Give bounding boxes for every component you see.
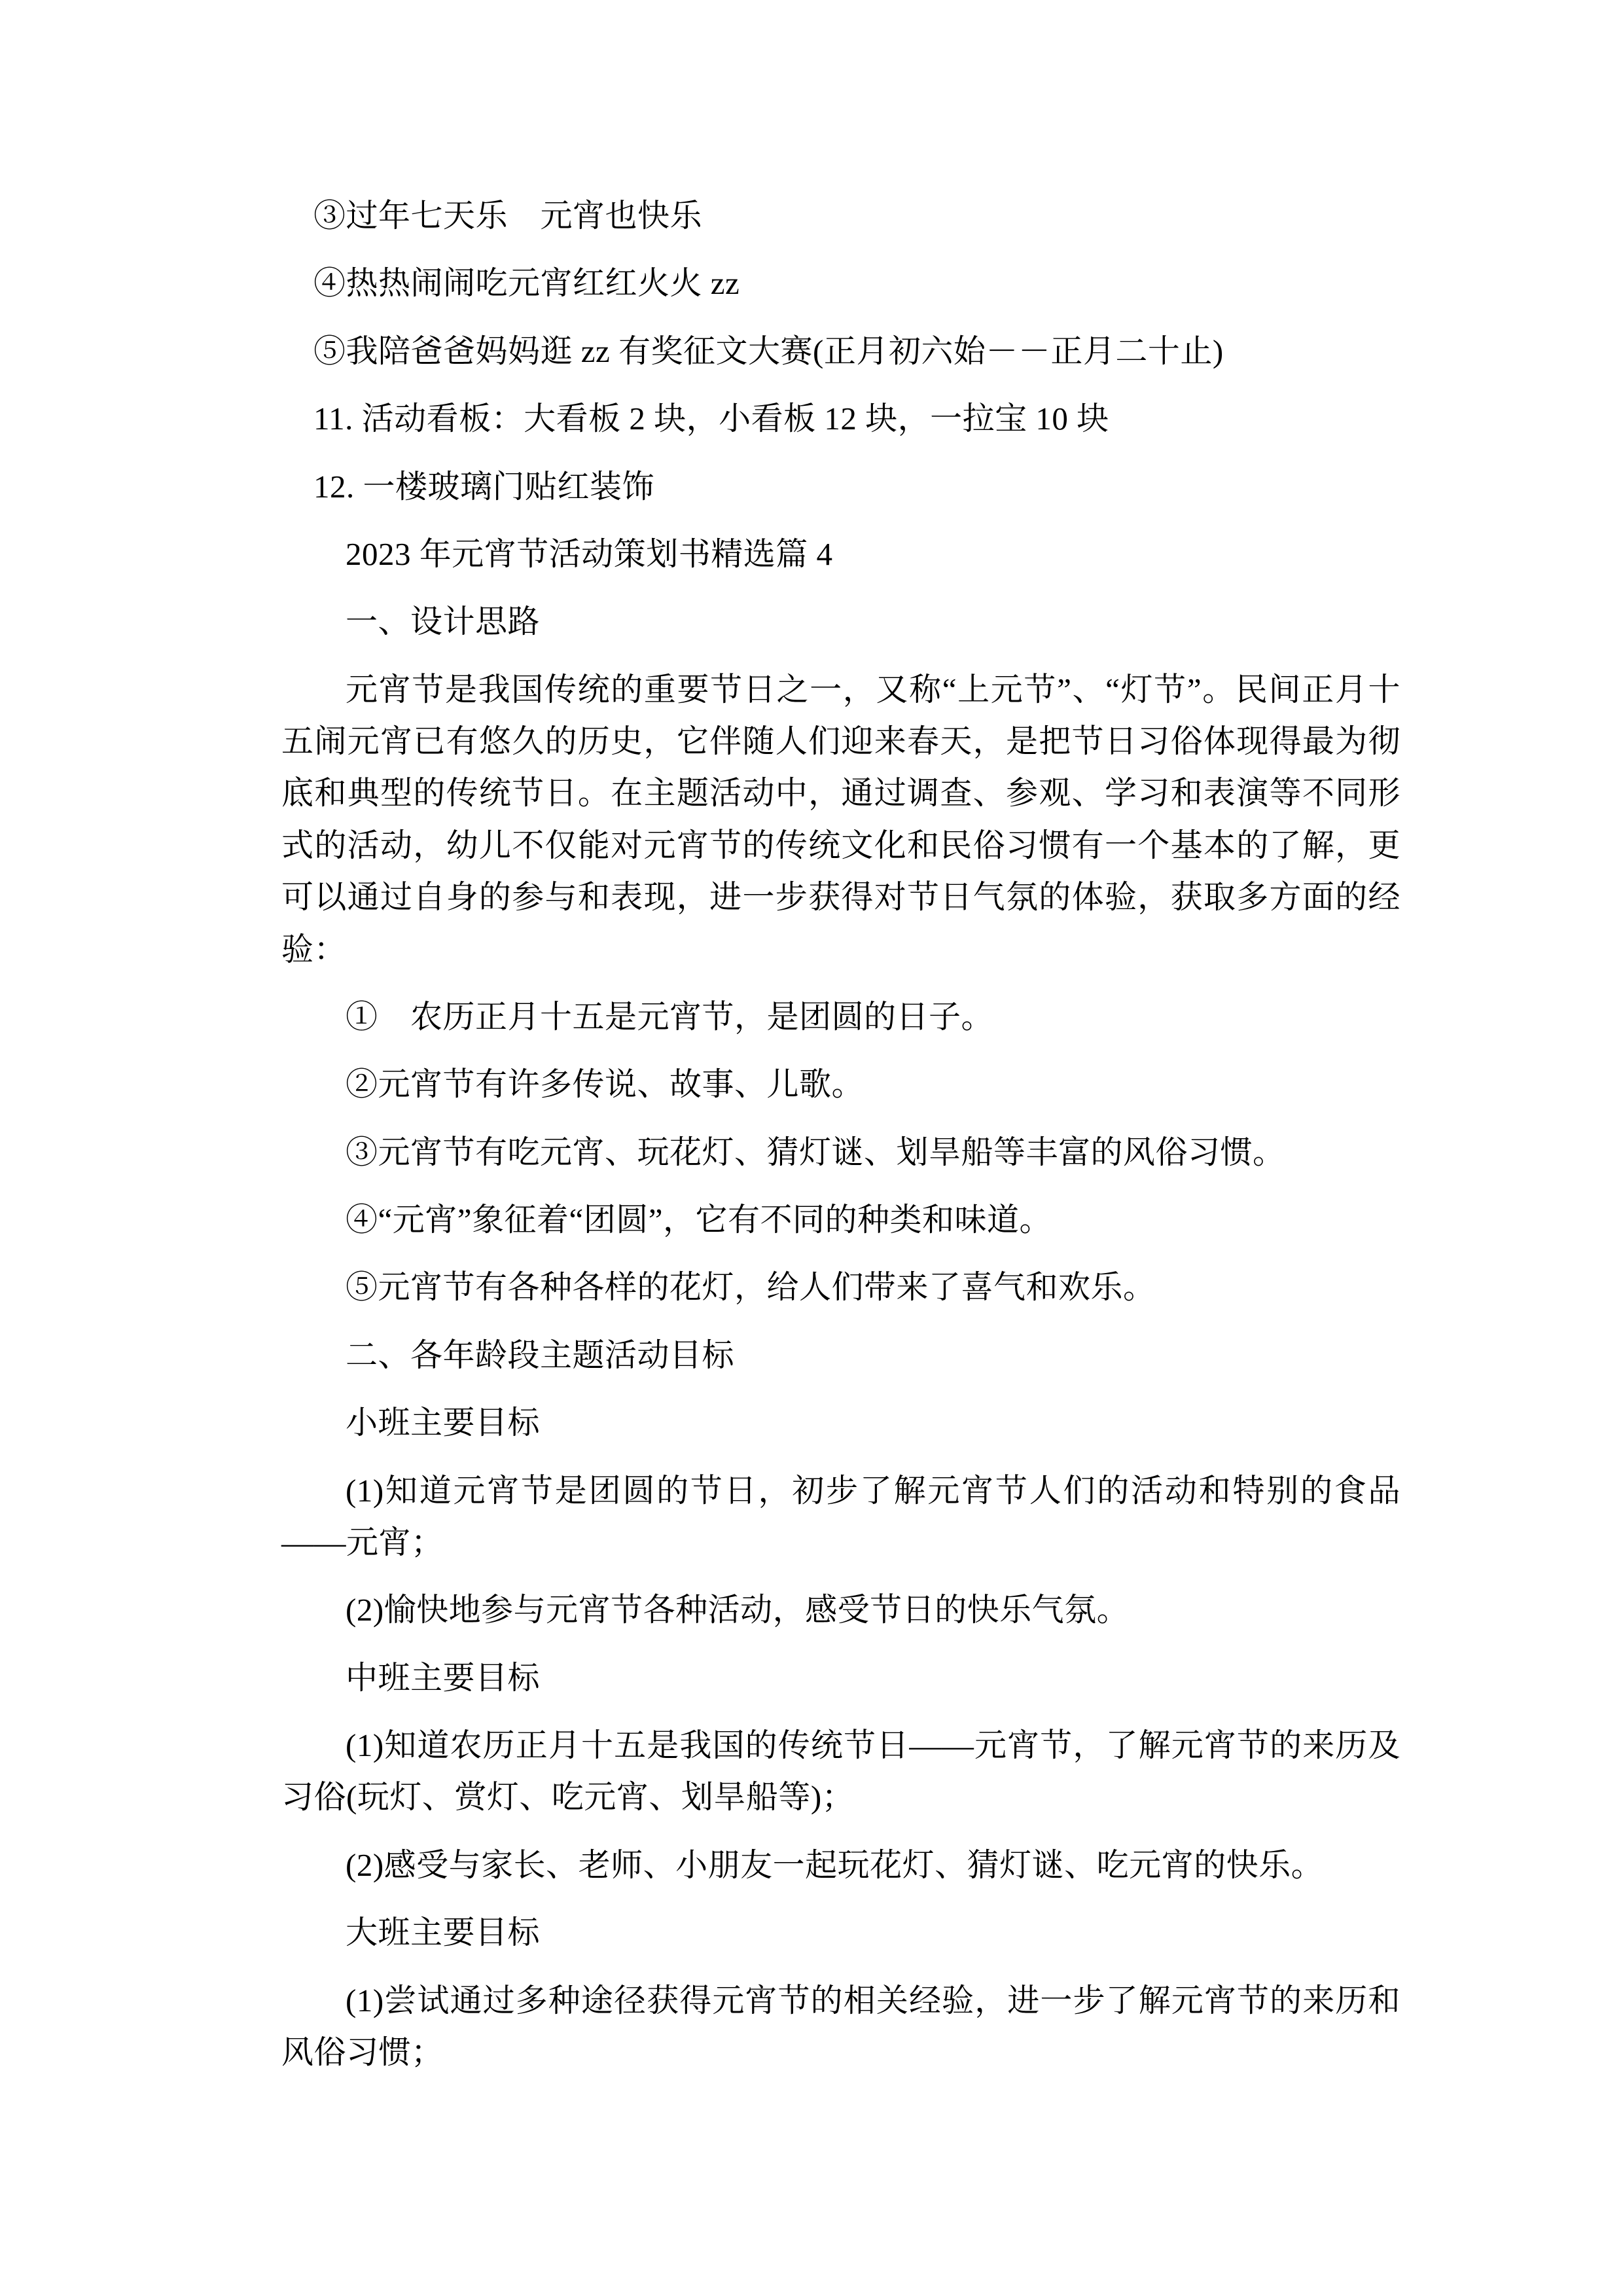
paragraph: ⑤元宵节有各种各样的花灯，给人们带来了喜气和欢乐。 bbox=[346, 1269, 1156, 1306]
document-body bbox=[281, 190, 1400, 2078]
paragraph: (2)愉快地参与元宵节各种活动，感受节日的快乐气氛。 bbox=[346, 1592, 1130, 1628]
paragraph: ②元宵节有许多传说、故事、儿歌。 bbox=[346, 1066, 865, 1103]
paragraph: ⑤我陪爸爸妈妈逛 zz 有奖征文大赛(正月初六始－－正月二十止) bbox=[313, 332, 1224, 369]
section-heading: 一、设计思路 bbox=[346, 603, 541, 640]
paragraph: 元宵节是我国传统的重要节日之一，又称“上元节”、“灯节”。民间正月十五闹元宵已有悠久的历史，它伴随人们迎来春天，是把节日习俗体现得最为彻底和典型的传统节日。在主题活动中，通过调查、参观、学习和表演等不同形式的活动，幼儿不仅能对元宵节的传统文化和民俗习惯有一个基本的了解，更可以通过自身的参与和表现，进一步获得对节日气氛的体验，获取多方面的经验： bbox=[281, 671, 1400, 967]
subsection-heading: 中班主要目标 bbox=[346, 1659, 541, 1696]
paragraph: (1)尝试通过多种途径获得元宵节的相关经验，进一步了解元宵节的来历和风俗习惯； bbox=[281, 1982, 1400, 2070]
paragraph: ④热热闹闹吃元宵红红火火 zz bbox=[313, 265, 740, 302]
paragraph: (1)知道元宵节是团圆的节日，初步了解元宵节人们的活动和特别的食品——元宵； bbox=[281, 1472, 1400, 1560]
paragraph: ③过年七天乐 元宵也快乐 bbox=[313, 198, 703, 234]
section-heading: 二、各年龄段主题活动目标 bbox=[346, 1336, 735, 1373]
paragraph: ③元宵节有吃元宵、玩花灯、猜灯谜、划旱船等丰富的风俗习惯。 bbox=[346, 1134, 1285, 1170]
paragraph: (1)知道农历正月十五是我国的传统节日——元宵节，了解元宵节的来历及习俗(玩灯、赏灯、吃元宵、划旱船等)； bbox=[281, 1727, 1400, 1816]
paragraph: ① 农历正月十五是元宵节，是团圆的日子。 bbox=[346, 998, 994, 1035]
paragraph: 12. 一楼玻璃门贴红装饰 bbox=[313, 468, 655, 505]
subsection-heading: 大班主要目标 bbox=[346, 1914, 541, 1951]
paragraph: 11. 活动看板：大看板 2 块，小看板 12 块，一拉宝 10 块 bbox=[313, 401, 1109, 437]
section-heading: 2023 年元宵节活动策划书精选篇 4 bbox=[346, 535, 833, 572]
paragraph: ④“元宵”象征着“团圆”，它有不同的种类和味道。 bbox=[346, 1202, 1052, 1238]
paragraph: (2)感受与家长、老师、小朋友一起玩花灯、猜灯谜、吃元宵的快乐。 bbox=[346, 1846, 1324, 1883]
subsection-heading: 小班主要目标 bbox=[346, 1405, 541, 1441]
